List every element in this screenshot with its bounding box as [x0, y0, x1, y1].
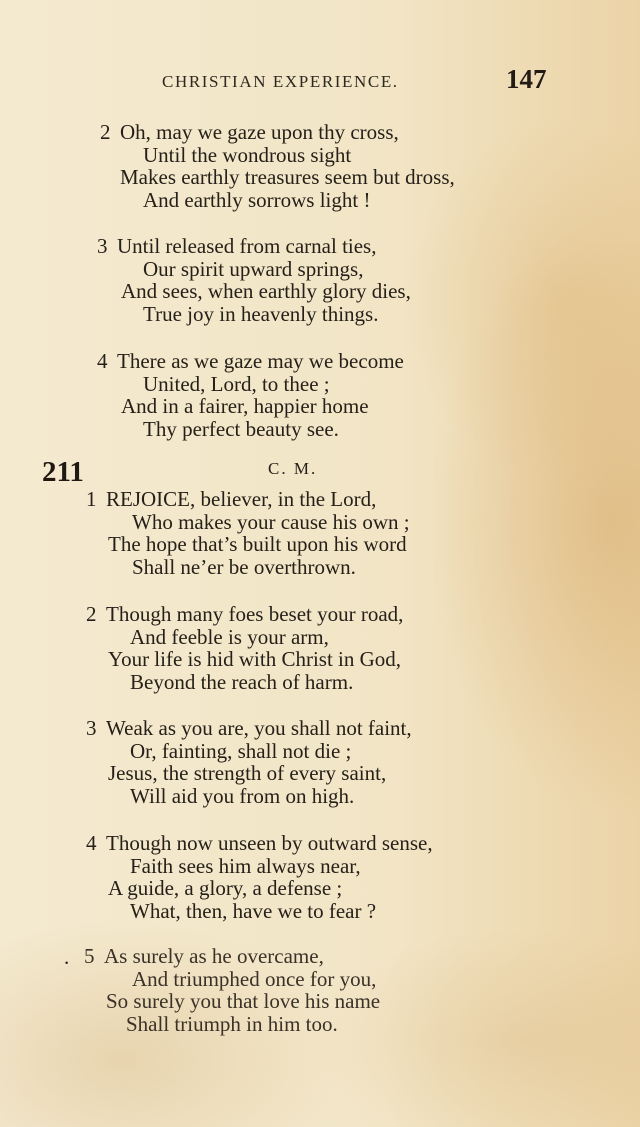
verse-line: And feeble is your arm, — [130, 624, 329, 649]
prev-hymn-verse-3 — [97, 235, 411, 325]
verse-line: Will aid you from on high. — [130, 783, 355, 808]
hymn-verse-3 — [86, 717, 412, 807]
verse-line — [86, 603, 403, 626]
verse-line — [86, 717, 412, 740]
verse-line: And in a fairer, happier home — [121, 394, 369, 419]
hymn-verse-5 — [84, 945, 380, 1035]
prev-hymn-verse-4 — [97, 350, 404, 440]
verse-number: 3 — [97, 234, 108, 258]
stray-mark: . — [64, 945, 70, 969]
verse-number: 4 — [97, 349, 108, 373]
verse-line: True joy in heavenly things. — [143, 301, 379, 326]
verse-line: A guide, a glory, a defense ; — [108, 876, 343, 901]
verse-line: The hope that’s built upon his word — [108, 532, 407, 557]
hymn-number: 211 — [42, 456, 84, 488]
hymn-verse-1 — [86, 488, 410, 578]
verse-text: Until released from carnal ties, — [117, 234, 377, 258]
verse-text: Though now unseen by outward sense, — [106, 831, 433, 855]
verse-number: 5 — [84, 944, 95, 968]
verse-line: What, then, have we to fear ? — [130, 898, 377, 923]
verse-line — [84, 945, 380, 968]
verse-number: 2 — [86, 602, 97, 626]
verse-number: 3 — [86, 716, 97, 740]
verse-text: Weak as you are, you shall not faint, — [106, 716, 412, 740]
verse-line: Or, fainting, shall not die ; — [130, 738, 352, 763]
hymn-verse-2 — [86, 603, 403, 693]
verse-line: So surely you that love his name — [106, 989, 381, 1014]
verse-line: Beyond the reach of harm. — [130, 669, 354, 694]
verse-text: Oh, may we gaze upon thy cross, — [120, 120, 399, 144]
verse-text: REJOICE, believer, in the Lord, — [106, 487, 377, 511]
verse-line: And earthly sorrows light ! — [143, 187, 371, 212]
verse-line: Until the wondrous sight — [143, 142, 352, 167]
verse-line — [97, 235, 411, 258]
verse-line: Thy perfect beauty see. — [143, 416, 339, 441]
prev-hymn-verse-2 — [100, 121, 455, 211]
verse-number: 2 — [100, 120, 111, 144]
page-number: 147 — [506, 64, 547, 94]
verse-line: Faith sees him always near, — [130, 853, 361, 878]
verse-line: Shall triumph in him too. — [126, 1011, 338, 1036]
verse-line: And sees, when earthly glory dies, — [121, 279, 411, 304]
verse-line — [86, 832, 433, 855]
verse-line: United, Lord, to thee ; — [143, 371, 330, 396]
verse-line: Shall ne’er be overthrown. — [132, 554, 356, 579]
verse-text: As surely as he overcame, — [104, 944, 324, 968]
running-title: CHRISTIAN EXPERIENCE. — [162, 72, 399, 91]
verse-line: Your life is hid with Christ in God, — [108, 647, 402, 672]
verse-number: 4 — [86, 831, 97, 855]
verse-text: There as we gaze may we become — [117, 349, 404, 373]
verse-line — [100, 121, 455, 144]
verse-line: Makes earthly treasures seem but dross, — [120, 165, 455, 190]
verse-text: Though many foes beset your road, — [106, 602, 404, 626]
hymn-verse-4 — [86, 832, 433, 922]
verse-line: Jesus, the strength of every saint, — [108, 761, 387, 786]
verse-line: Who makes your cause his own ; — [132, 509, 410, 534]
verse-line — [86, 488, 410, 511]
verse-number: 1 — [86, 487, 97, 511]
hymn-meter: C. M. — [268, 459, 318, 478]
verse-line: Our spirit upward springs, — [143, 256, 364, 281]
verse-line — [97, 350, 404, 373]
verse-line: And triumphed once for you, — [132, 966, 377, 991]
